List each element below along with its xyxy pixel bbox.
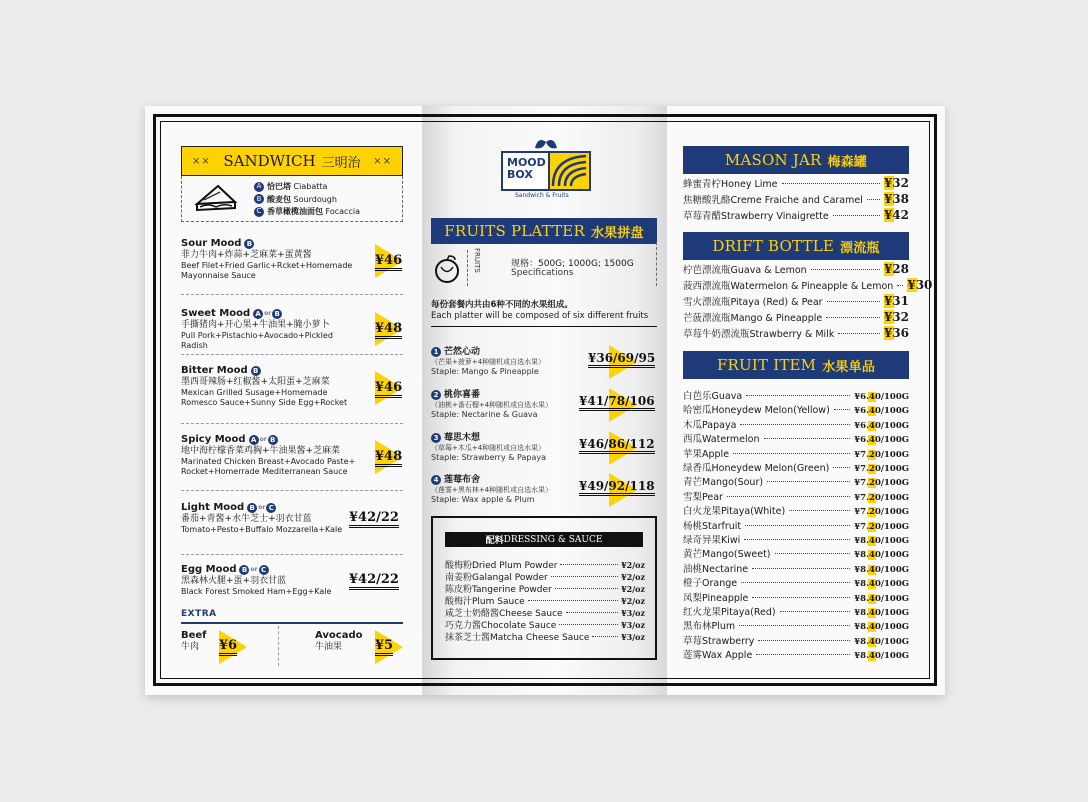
dressing-sauce-box <box>431 516 657 660</box>
sandwich-item <box>181 502 403 535</box>
drift-bottle-item <box>683 310 909 324</box>
item-label: 杨桃Starfruit <box>683 520 742 532</box>
item-desc-en: Tomato+Pesto+Buffalo Mozzarella+Kale <box>181 525 343 534</box>
extra-name-cn: 牛油果 <box>315 642 343 652</box>
extra-name-en: Avocado <box>315 630 363 641</box>
platter-name: 桃你喜番 <box>444 390 481 400</box>
section-title-en: DRIFT BOTTLE <box>712 237 834 255</box>
bread-item <box>254 206 360 219</box>
item-label: 木瓜Papaya <box>683 419 737 431</box>
bread-name-cn: 香草橄榄油面包 <box>267 207 323 216</box>
item-price: ¥42 <box>883 208 909 222</box>
bread-name-cn: 酸麦包 <box>267 194 291 204</box>
item-price <box>349 572 399 587</box>
item-price: ¥6.40/100G <box>854 435 909 446</box>
platter-number: 3 <box>431 433 441 443</box>
sandwich-item <box>181 564 403 597</box>
item-label: 绿香瓜Honeydew Melon(Green) <box>683 463 830 474</box>
item-price: ¥7.20/100G <box>854 492 909 503</box>
bread-badge: A <box>253 309 263 319</box>
section-title-cn: 水果拼盘 <box>590 225 644 241</box>
sauce-price: ¥2/oz <box>621 584 645 594</box>
item-price: ¥6.40/100G <box>854 392 909 402</box>
item-price: ¥7.20/100G <box>854 478 909 489</box>
bread-options-box <box>181 176 403 222</box>
bread-badge: B <box>239 565 249 575</box>
sandwich-item <box>181 365 403 408</box>
sauce-label: 咸芝士奶酪酱Cheese Sauce <box>445 609 563 619</box>
extra-price-text: ¥5 <box>375 638 393 656</box>
platter-spec-cn: 规格：500G; 1000G; 1500G <box>511 259 634 269</box>
extra-divider <box>181 622 403 624</box>
sandwich-item <box>181 238 403 281</box>
bread-badge: C <box>266 503 276 513</box>
item-price: ¥7.20/100G <box>854 464 909 474</box>
sauce-price: ¥2/oz <box>621 572 645 582</box>
fruit-item-row <box>683 590 909 604</box>
sandwich-title-cn: 三明治 <box>321 155 361 171</box>
item-label: 油桃Nectarine <box>683 563 749 575</box>
fruits-platter-header <box>431 218 657 244</box>
sandwich-icon <box>194 182 238 216</box>
item-name: Sweet Mood <box>181 308 251 319</box>
item-desc-cn: 番茄+青酱+水牛芝士+羽衣甘蓝 <box>181 514 312 524</box>
item-label: 青芒Mango(Sour) <box>683 477 764 489</box>
platter-price-text: ¥41/78/106 <box>579 394 655 411</box>
x-marks-left: ×× <box>192 155 211 167</box>
bread-item <box>254 194 360 207</box>
item-label: 草莓Strawberry <box>683 635 755 647</box>
sauce-label: 酸梅粉Dried Plum Powder <box>445 561 558 571</box>
item-price: ¥8.40/100G <box>854 636 909 647</box>
platter-spec-en: Specifications <box>511 268 574 278</box>
item-price: ¥8.40/100G <box>854 622 909 633</box>
platter-sub: （芒果+菠萝+4种随机或自选水果） <box>431 358 546 366</box>
fruit-item-row <box>683 489 909 503</box>
item-label: 橙子Orange <box>683 578 738 590</box>
bread-name-en: Focaccia <box>325 207 360 216</box>
platter-staple: Staple: Mango & Pineapple <box>431 367 539 376</box>
item-price: ¥8.40/100G <box>854 564 909 575</box>
fruit-item-row <box>683 618 909 632</box>
mason-jar-item <box>683 208 909 222</box>
moodbox-logo <box>501 138 591 208</box>
extra-price-text: ¥6 <box>219 638 237 656</box>
fruit-item-row <box>683 460 909 474</box>
item-price: ¥8.40/100G <box>854 550 909 561</box>
platter-number: 1 <box>431 347 441 357</box>
item-label: 哈密瓜Honeydew Melon(Yellow) <box>683 405 830 417</box>
item-label: 柠芭漂流瓶Guava & Lemon <box>683 265 807 276</box>
mason-jar-item <box>683 192 909 206</box>
bread-list <box>254 181 360 219</box>
item-label: 绿奇异果Kiwi <box>683 535 741 546</box>
platter-sub: （莲雾+黑布林+4种随机或自选水果） <box>431 486 553 494</box>
mason-jar-header <box>683 146 909 174</box>
platter-number: 4 <box>431 475 441 485</box>
section-title-cn: 漂流瓶 <box>840 240 880 256</box>
item-price: ¥8.40/100G <box>854 651 909 662</box>
item-desc-cn: 黑森林火腿+蛋+羽衣甘蓝 <box>181 576 287 586</box>
fruit-item-row <box>683 474 909 488</box>
sandwich-item <box>181 308 403 351</box>
platter-item <box>431 430 657 462</box>
platter-staple: Staple: Nectarine & Guava <box>431 410 538 419</box>
item-label: 红火龙果Pitaya(Red) <box>683 607 776 618</box>
item-label: 芒菠漂流瓶Mango & Pineapple <box>683 313 823 324</box>
item-label: 菠西漂流瓶Watermelon & Pineapple & Lemon <box>683 281 894 292</box>
item-name: Bitter Mood <box>181 365 248 376</box>
or-label: or <box>259 436 267 443</box>
logo-tagline: Sandwich & Fruits <box>515 192 569 199</box>
item-label: 西瓜Watermelon <box>683 434 760 446</box>
section-title-en: MASON JAR <box>724 151 822 169</box>
item-label: 凤梨Pineapple <box>683 592 749 604</box>
platter-price-text: ¥46/86/112 <box>579 437 655 454</box>
fruit-item-row <box>683 417 909 431</box>
sauce-price: ¥3/oz <box>621 632 645 642</box>
extra-label: EXTRA <box>181 609 217 619</box>
item-price-text: ¥42/22 <box>349 510 399 528</box>
bread-badge: B <box>244 239 254 249</box>
drift-bottle-item <box>683 294 909 308</box>
item-desc-en: Pull Pork+Pistachio+Avocado+Pickled Radish <box>181 331 333 350</box>
fruit-item-row <box>683 431 909 445</box>
item-price <box>375 253 402 268</box>
bread-badge: A <box>249 435 259 445</box>
item-name: Egg Mood <box>181 564 237 575</box>
item-desc-en: Black Forest Smoked Ham+Egg+Kale <box>181 587 332 596</box>
divider <box>181 490 403 491</box>
item-title <box>181 365 403 376</box>
fruit-item-row <box>683 546 909 560</box>
sandwich-item <box>181 434 403 477</box>
platter-name: 莲莓布舍 <box>444 475 481 485</box>
drift-bottle-item <box>683 262 909 276</box>
platter-price <box>579 479 655 493</box>
bread-name-cn: 恰巴塔 <box>267 182 291 191</box>
item-price <box>375 449 402 464</box>
item-price: ¥30 <box>907 278 933 292</box>
extra-item-avocado <box>315 630 405 653</box>
item-price: ¥6.40/100G <box>854 420 909 431</box>
sauce-title-en: DRESSING & SAUCE <box>503 534 603 545</box>
item-title <box>181 308 403 319</box>
section-title-en: FRUIT ITEM <box>716 356 817 374</box>
item-price: ¥32 <box>883 310 909 324</box>
logo-text-line2: BOX <box>507 168 533 181</box>
bread-badge: C <box>254 207 264 217</box>
item-price: ¥28 <box>883 262 909 276</box>
extra-column-divider <box>278 626 279 666</box>
item-price-text: ¥46 <box>375 253 402 271</box>
platter-price <box>588 351 655 365</box>
sauce-price: ¥2/oz <box>621 596 645 606</box>
or-label: or <box>264 310 272 317</box>
item-price: ¥6.40/100G <box>854 406 909 417</box>
item-price-text: ¥48 <box>375 321 402 339</box>
sauce-price: ¥3/oz <box>621 620 645 630</box>
divider <box>181 554 403 555</box>
sauce-label: 巧克力酱Chocolate Sauce <box>445 621 557 631</box>
logo-text-line1: MOOD <box>507 156 546 169</box>
item-desc-en: Beef Filet+Fried Garlic+Rcket+Homemade Mayonnaise Sauce <box>181 261 353 280</box>
x-marks-right: ×× <box>373 155 392 167</box>
item-label: 黄芒Mango(Sweet) <box>683 549 771 561</box>
item-price <box>375 380 402 395</box>
bread-name-en: Ciabatta <box>293 182 328 191</box>
item-name: Sour Mood <box>181 238 242 249</box>
item-price: ¥8.40/100G <box>854 593 909 604</box>
item-label: 苹果Apple <box>683 448 730 460</box>
platter-note-cn: 每份套餐内共由6种不同的水果组成。 <box>431 300 573 310</box>
bread-badge: B <box>272 309 282 319</box>
item-desc-cn: 菲力牛肉+炸蒜+芝麻菜+蛋黄酱 <box>181 250 312 260</box>
item-price: ¥7.20/100G <box>854 507 909 518</box>
bread-item <box>254 181 360 194</box>
platter-number: 2 <box>431 390 441 400</box>
item-desc-cn: 手撕猪肉+开心果+牛油果+腌小萝卜 <box>181 320 330 330</box>
platter-name: 芒然心动 <box>444 347 481 357</box>
divider <box>181 294 403 295</box>
sauce-label: 酸梅汁Plum Sauce <box>445 597 525 607</box>
sauce-label: 南姜粉Galangal Powder <box>445 573 548 583</box>
platter-spec-box <box>431 242 657 286</box>
item-price: ¥7.20/100G <box>854 449 909 460</box>
item-price: ¥36 <box>883 326 909 340</box>
drift-bottle-item <box>683 278 933 292</box>
platter-price-text: ¥49/92/118 <box>579 479 655 496</box>
fruit-item-row <box>683 518 909 532</box>
item-price: ¥31 <box>883 294 909 308</box>
extra-name-cn: 牛肉 <box>181 642 200 652</box>
divider <box>181 423 403 424</box>
item-label: 草莓牛奶漂流瓶Strawberry & Milk <box>683 329 835 340</box>
sauce-price: ¥2/oz <box>621 560 645 570</box>
item-desc-en: Mexican Grilled Susage+Homemade Romesco Sauce+Sunny Side Egg+Rocket <box>181 388 348 407</box>
bread-badge: B <box>247 503 257 513</box>
sauce-title <box>445 532 643 547</box>
sauce-item <box>445 630 645 643</box>
item-price-text: ¥48 <box>375 449 402 467</box>
platter-staple: Staple: Strawberry & Papaya <box>431 453 547 462</box>
item-price: ¥8.40/100G <box>854 608 909 618</box>
item-label: 黑布林Plum <box>683 621 736 633</box>
extra-price <box>219 638 237 653</box>
item-desc-en: Marinated Chicken Breast+Avocado Paste+ Rocket+Homerrade Mediterranean Sauce <box>181 457 356 476</box>
bread-name-en: Sourdough <box>293 194 337 204</box>
sauce-title-cn: 配料 <box>485 536 504 546</box>
platter-note-divider <box>431 326 657 327</box>
fruit-item-row <box>683 575 909 589</box>
item-name: Light Mood <box>181 502 245 513</box>
item-label: 白火龙果Pitaya(White) <box>683 506 786 518</box>
item-price: ¥8.40/100G <box>854 579 909 590</box>
or-label: or <box>258 504 266 511</box>
bread-badge: C <box>259 565 269 575</box>
item-price: ¥38 <box>883 192 909 206</box>
item-desc-cn: 地中海柠檬香菜鸡胸+牛油果酱+芝麻菜 <box>181 446 341 456</box>
platter-item <box>431 472 657 504</box>
fruit-item-row <box>683 561 909 575</box>
item-label: 莲雾Wax Apple <box>683 650 753 662</box>
platter-sub: （草莓+木瓜+4种随机或自选水果） <box>431 444 546 452</box>
platter-item <box>431 344 657 376</box>
item-price <box>375 321 402 336</box>
or-label: or <box>250 566 258 573</box>
platter-staple: Staple: Wax apple & Plum <box>431 495 535 504</box>
item-label: 雪梨Pear <box>683 491 723 503</box>
fruit-item-row <box>683 388 909 402</box>
sandwich-title-en: SANDWICH <box>223 152 316 170</box>
item-title <box>181 238 403 249</box>
platter-name: 莓思木想 <box>444 433 481 443</box>
item-title <box>181 434 403 445</box>
bread-badge: B <box>254 194 264 204</box>
item-price <box>349 510 399 525</box>
bread-badge: A <box>254 182 264 192</box>
extra-name-en: Beef <box>181 630 207 641</box>
item-label: 草莓青醋Strawberry Vinaigrette <box>683 211 829 222</box>
fruit-item-row <box>683 503 909 517</box>
fruits-side-label: FRUITS <box>473 248 481 273</box>
fruit-item-row <box>683 647 909 661</box>
fruit-item-header <box>683 351 909 379</box>
extra-item-beef <box>181 630 276 653</box>
sauce-label: 抹茶芝士酱Matcha Cheese Sauce <box>445 633 590 643</box>
item-label: 白芭乐Guava <box>683 391 743 402</box>
platter-sub: （油桃+番石榴+4种随机或自选水果） <box>431 401 553 409</box>
item-price: ¥32 <box>883 176 909 190</box>
drift-bottle-item <box>683 326 909 340</box>
divider <box>181 354 403 355</box>
platter-price <box>579 437 655 451</box>
item-price-text: ¥42/22 <box>349 572 399 590</box>
fruit-item-row <box>683 402 909 416</box>
platter-price <box>579 394 655 408</box>
fruit-icon <box>431 254 463 284</box>
platter-price-text: ¥36/69/95 <box>588 351 655 368</box>
sauce-label: 陈皮粉Tangerine Powder <box>445 585 552 595</box>
item-name: Spicy Mood <box>181 434 246 445</box>
section-title-en: FRUITS PLATTER <box>444 222 585 240</box>
platter-note-en: Each platter will be composed of six different fruits <box>431 311 649 321</box>
item-label: 焦糖酸乳酪Creme Fraiche and Caramel <box>683 195 863 206</box>
extra-price <box>375 638 393 653</box>
fruit-item-row <box>683 446 909 460</box>
bread-badge: B <box>268 435 278 445</box>
platter-item <box>431 387 657 419</box>
sauce-price: ¥3/oz <box>621 608 645 618</box>
item-label: 雪火漂流瓶Pitaya (Red) & Pear <box>683 297 823 308</box>
menu-sheet <box>145 106 945 695</box>
bread-badge: B <box>251 366 261 376</box>
item-label: 蜂蜜青柠Honey Lime <box>683 179 778 190</box>
item-price: ¥8.40/100G <box>854 536 909 546</box>
fruit-item-row <box>683 532 909 546</box>
section-title-cn: 水果单品 <box>822 359 876 375</box>
fruit-item-row <box>683 604 909 618</box>
mason-jar-item <box>683 176 909 190</box>
section-title-cn: 梅森罐 <box>827 154 868 170</box>
sandwich-header <box>181 146 403 176</box>
fruit-item-row <box>683 633 909 647</box>
drift-bottle-header <box>683 232 909 260</box>
item-price-text: ¥46 <box>375 380 402 398</box>
item-price: ¥7.20/100G <box>854 521 909 532</box>
item-desc-cn: 墨西哥辣肠+红椒酱+太阳蛋+芝麻菜 <box>181 377 330 387</box>
